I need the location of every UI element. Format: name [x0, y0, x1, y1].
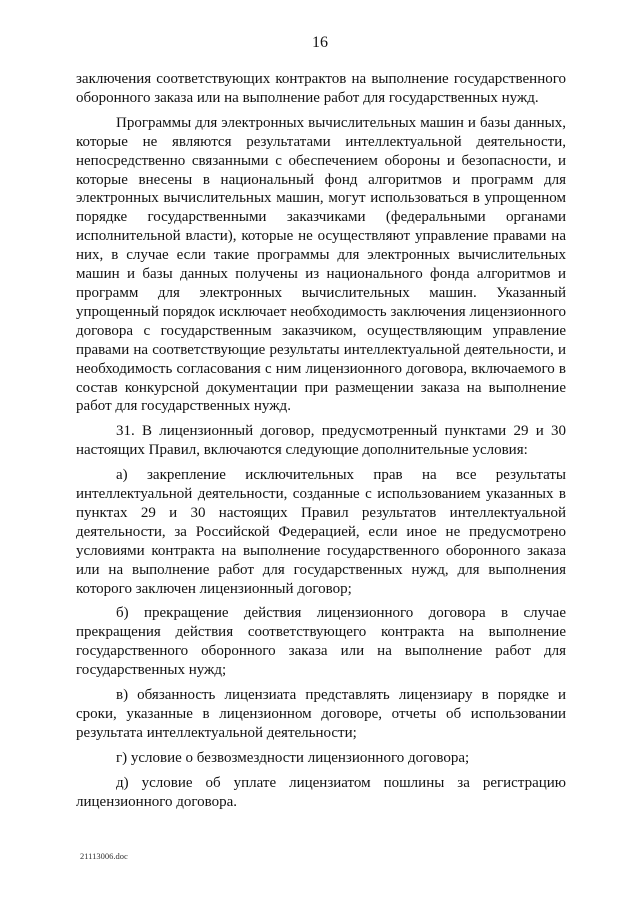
paragraph: в) обязанность лицензиата представлять лицензиару в порядке и сроки, указанные в лицензионном договоре, отчеты об использовании результата интеллектуальной деятельности; [76, 687, 566, 741]
paragraph: Программы для электронных вычислительных машин и базы данных, которые не являются результатами интеллектуальной деятельности, непосредственно связанными с обеспечением обороны и безопасности, и которые внесены в национальный фонд алгоритмов и программ для электронных вычислительных машин, могут использоваться в упрощенном порядке государственными заказчиками (федеральными органами исполнительной власти), которые не осуществляют управление правами на них, в случае если такие программы для электронных вычислительных машин и базы данных получены из национального фонда алгоритмов и программ для электронных вычислительных машин. Указанный упрощенный порядок исключает необходимость заключения лицензионного договора с государственным заказчиком, осуществляющим управление правами на соответствующие результаты интеллектуальной деятельности, и необходимость согласования с ним лицензионного договора, включаемого в состав конкурсной документации при размещении заказа на выполнение работ для государственных нужд. [76, 114, 566, 415]
paragraph: д) условие об уплате лицензиатом пошлины за регистрацию лицензионного договора. [76, 774, 566, 810]
paragraph: заключения соответствующих контрактов на выполнение государственного оборонного заказа или на выполнение работ для государственных нужд. [76, 71, 566, 106]
file-name-footer: 21113006.doc [80, 851, 128, 861]
document-body [76, 70, 566, 812]
paragraph: а) закрепление исключительных прав на все результаты интеллектуальной деятельности, созданные с использованием указанных в пунктах 29 и 30 настоящих Правил результатов интеллектуальной деятельности, за Российской Федерацией, если иное не предусмотрено условиями контракта на выполнение государственного оборонного заказа или на выполнение работ для государственных нужд, для выполнения которого заключен лицензионный договор; [76, 467, 566, 597]
page-number: 16 [312, 34, 328, 51]
paragraph: 31. В лицензионный договор, предусмотренный пунктами 29 и 30 настоящих Правил, включаются следующие дополнительные условия: [76, 423, 566, 459]
paragraph: б) прекращение действия лицензионного договора в случае прекращения действия соответствующего контракта на выполнение государственного оборонного заказа или на выполнение работ для государственных нужд; [76, 605, 566, 679]
paragraph: г) условие о безвозмездности лицензионного договора; [116, 749, 470, 766]
